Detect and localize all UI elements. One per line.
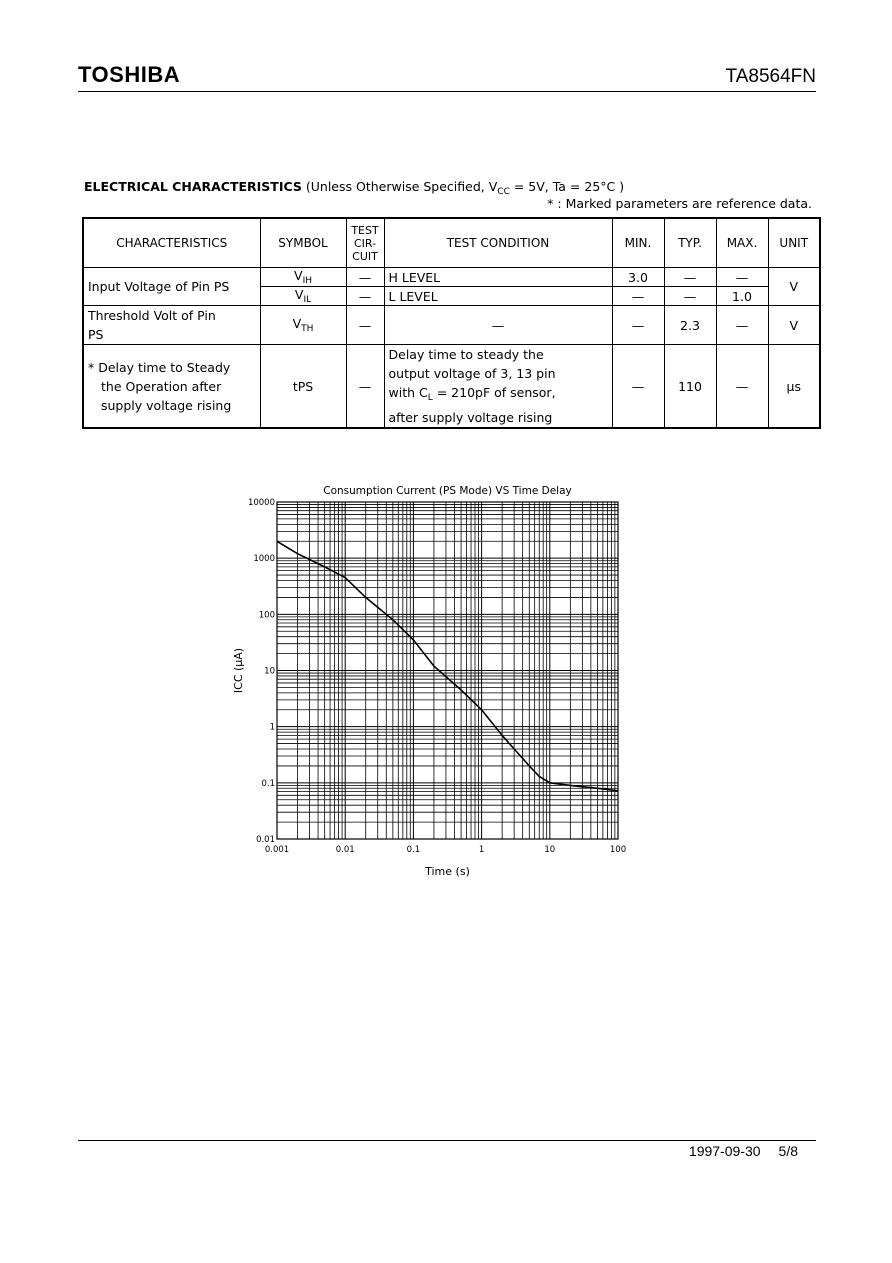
row-max: 1.0 — [716, 287, 768, 306]
chart-title: Consumption Current (PS Mode) VS Time Delay — [323, 485, 572, 497]
row-symbol: $V_{IL}$ — [260, 287, 346, 306]
row-min: 3.0 — [612, 268, 664, 287]
row-condition: H LEVEL — [384, 268, 612, 287]
row-condition: Delay time to steady the output voltage of 3, 13 pin with $C_L = 210pF$ of sensor, after supply voltage rising — [384, 345, 612, 429]
toshiba-logo: TOSHIBA — [78, 62, 181, 87]
table-row — [83, 306, 820, 345]
x-tick-label: 1 — [478, 845, 485, 855]
row-unit: V — [768, 306, 820, 345]
consumption-current-chart — [230, 478, 640, 878]
part-number: TA8564FN — [725, 66, 816, 87]
reference-note: * : Marked parameters are reference data. — [547, 196, 812, 211]
row-typ: 2.3 — [664, 306, 716, 345]
header-unit: UNIT — [768, 218, 820, 268]
row-min: — — [612, 306, 664, 345]
electrical-characteristics-table — [82, 217, 821, 429]
header-min: MIN. — [612, 218, 664, 268]
row-circuit: — — [346, 306, 384, 345]
y-tick-label: 0.1 — [261, 778, 275, 789]
x-tick-label: 100 — [609, 845, 627, 855]
row-max: — — [716, 268, 768, 287]
footer — [689, 1143, 798, 1159]
row-circuit: — — [346, 287, 384, 306]
y-tick-label: 0.01 — [256, 835, 275, 845]
row-max: — — [716, 306, 768, 345]
table-header-row — [83, 218, 820, 268]
header-typ: TYP. — [664, 218, 716, 268]
header-max: MAX. — [716, 218, 768, 268]
y-tick-label: 10 — [264, 666, 275, 677]
x-tick-label: 0.01 — [335, 845, 355, 855]
row-condition: — — [384, 306, 612, 345]
row-circuit: — — [346, 268, 384, 287]
row-characteristic: Input Voltage of Pin PS — [83, 268, 260, 306]
footer-rule — [78, 1140, 816, 1141]
y-tick-label: 10000 — [247, 498, 275, 508]
header-rule — [78, 91, 816, 92]
row-symbol: $V_{TH}$ — [260, 306, 346, 345]
row-symbol: $V_{IH}$ — [260, 268, 346, 287]
x-tick-label: 10 — [544, 845, 556, 855]
header-test-condition: TEST CONDITION — [384, 218, 612, 268]
row-unit: V — [768, 268, 820, 306]
row-characteristic: * Delay time to Steady the Operation after supply voltage rising — [83, 345, 260, 429]
series-line — [277, 541, 618, 791]
header-test-circuit: TEST CIR- CUIT — [346, 218, 384, 268]
row-typ: — — [664, 287, 716, 306]
footer-date: 1997-09-30 — [688, 1143, 761, 1159]
table-row — [83, 268, 820, 287]
row-characteristic: Threshold Volt of Pin PS — [83, 306, 260, 345]
y-tick-label: 1000 — [253, 554, 275, 565]
footer-page: 5/8 — [778, 1143, 798, 1159]
row-condition: L LEVEL — [384, 287, 612, 306]
y-tick-label: 100 — [258, 610, 275, 621]
row-unit: μs — [768, 345, 820, 429]
x-tick-label: 0.001 — [264, 845, 290, 855]
y-axis-label: ICC (μA) — [232, 647, 245, 694]
row-typ: 110 — [664, 345, 716, 429]
header-symbol: SYMBOL — [260, 218, 346, 268]
x-axis-label: Time (s) — [425, 865, 470, 878]
header-characteristics: CHARACTERISTICS — [83, 218, 260, 268]
row-min: — — [612, 287, 664, 306]
table-row — [83, 345, 820, 429]
row-min: — — [612, 345, 664, 429]
row-circuit: — — [346, 345, 384, 429]
row-max: — — [716, 345, 768, 429]
chart-svg — [230, 478, 640, 878]
spec-title: ELECTRICAL CHARACTERISTICS (Unless Otherwise Specified, $V_{CC} = 5V$, Ta = 25°C ) — [84, 179, 625, 197]
y-tick-label: 1 — [269, 722, 275, 733]
x-tick-label: 0.1 — [406, 845, 421, 855]
row-typ: — — [664, 268, 716, 287]
row-symbol: tPS — [260, 345, 346, 429]
